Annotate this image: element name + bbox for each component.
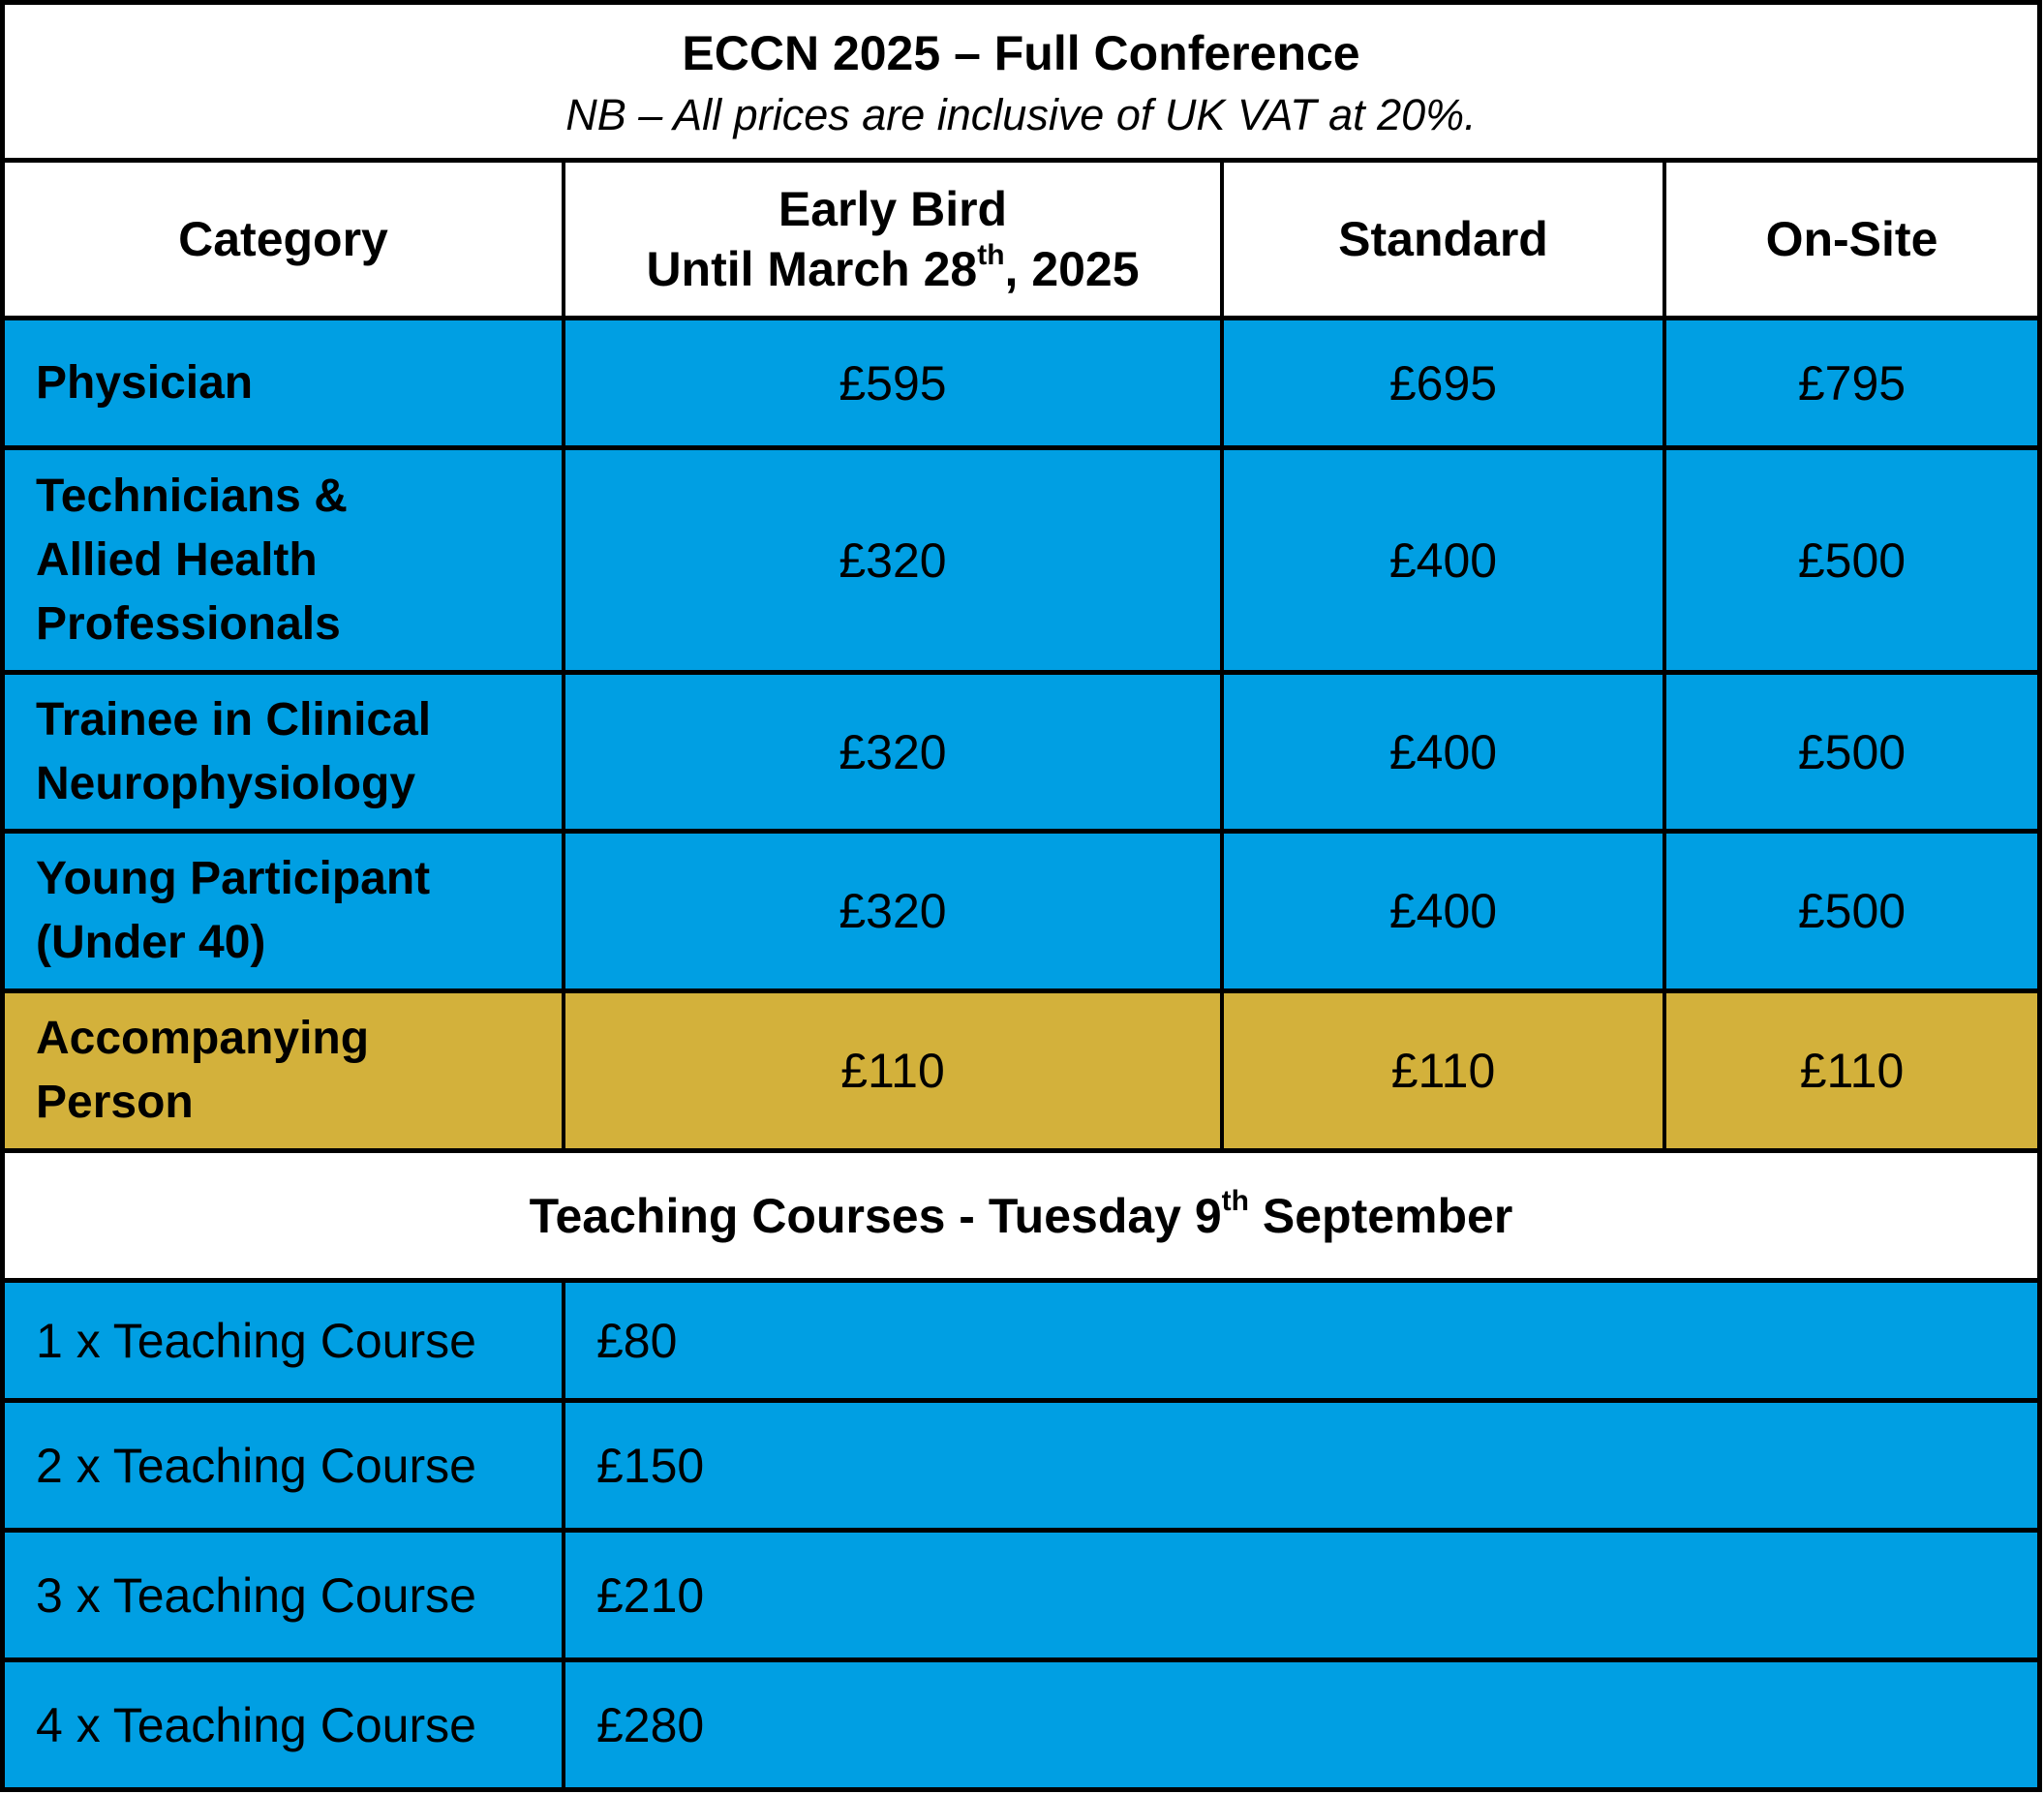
category-cell: [5, 993, 562, 1148]
teaching-row-2: [5, 1398, 2037, 1528]
header-early-bird-line2: [646, 239, 1139, 299]
teaching-course-label: 3 x Teaching Course: [36, 1567, 476, 1623]
early-bird-date: Until March 28: [646, 242, 978, 296]
header-category: [5, 163, 562, 316]
table-title-block: [5, 5, 2037, 158]
vat-note: NB – All prices are inclusive of UK VAT at 20%.: [565, 90, 1477, 139]
category-cell: [5, 834, 562, 988]
price-early-bird: £595: [562, 320, 1220, 445]
teaching-row-3: [5, 1528, 2037, 1657]
header-early-bird: [562, 163, 1220, 316]
price-onsite: £500: [1663, 675, 2037, 829]
price-standard: £110: [1220, 993, 1663, 1148]
column-header-row: [5, 158, 2037, 316]
teaching-heading-month: September: [1249, 1188, 1513, 1243]
price-standard: £695: [1220, 320, 1663, 445]
category-label-line: Professionals: [36, 597, 341, 650]
table-row-technicians: [5, 445, 2037, 670]
teaching-course-label: 1 x Teaching Course: [36, 1313, 476, 1368]
teaching-course-label: 2 x Teaching Course: [36, 1438, 476, 1493]
category-cell: [5, 320, 562, 445]
table-row-accompanying-person: [5, 988, 2037, 1148]
category-label: Physician: [36, 356, 254, 409]
table-row-physician: [5, 316, 2037, 445]
category-label-line: Accompanying: [36, 1013, 370, 1064]
teaching-course-price: £150: [562, 1403, 2037, 1528]
teaching-row-1: [5, 1278, 2037, 1398]
category-cell: [5, 675, 562, 829]
teaching-course-price: £210: [562, 1533, 2037, 1657]
price-early-bird: £320: [562, 675, 1220, 829]
price-standard: £400: [1220, 675, 1663, 829]
teaching-heading-text: Teaching Courses - Tuesday 9: [529, 1188, 1222, 1243]
category-label-line: Technicians &: [36, 470, 348, 522]
category-label-line: Trainee in Clinical: [36, 693, 432, 745]
teaching-row-4: [5, 1657, 2037, 1787]
price-early-bird: £320: [562, 834, 1220, 988]
price-onsite: £110: [1663, 993, 2037, 1148]
teaching-course-label: 4 x Teaching Course: [36, 1697, 476, 1752]
teaching-courses-heading: [5, 1153, 2037, 1278]
teaching-heading-ordinal: th: [1221, 1185, 1249, 1218]
header-onsite-label: On-Site: [1765, 212, 1938, 266]
price-standard: £400: [1220, 450, 1663, 670]
category-cell: [5, 450, 562, 670]
category-label-line: Allied Health: [36, 533, 318, 586]
header-onsite: [1663, 163, 2037, 316]
price-onsite: £500: [1663, 834, 2037, 988]
early-bird-year: , 2025: [1004, 242, 1140, 296]
header-standard-label: Standard: [1338, 212, 1548, 266]
teaching-course-price: £80: [562, 1283, 2037, 1398]
category-label-line: Neurophysiology: [36, 757, 416, 809]
header-category-label: Category: [178, 212, 388, 266]
price-early-bird: £110: [562, 993, 1220, 1148]
price-standard: £400: [1220, 834, 1663, 988]
teaching-courses-heading-row: [5, 1148, 2037, 1278]
early-bird-date-ordinal: th: [977, 238, 1005, 271]
price-onsite: £795: [1663, 320, 2037, 445]
table-title: ECCN 2025 – Full Conference: [682, 26, 1360, 80]
header-early-bird-line1: Early Bird: [778, 182, 1008, 236]
header-standard: [1220, 163, 1663, 316]
price-onsite: £500: [1663, 450, 2037, 670]
category-label-line: Young Participant: [36, 853, 431, 904]
price-early-bird: £320: [562, 450, 1220, 670]
table-row-young-participant: [5, 829, 2037, 988]
category-label-line: Person: [36, 1077, 194, 1128]
teaching-course-price: £280: [562, 1662, 2037, 1787]
table-row-trainee: [5, 670, 2037, 829]
category-label-line: (Under 40): [36, 917, 266, 968]
